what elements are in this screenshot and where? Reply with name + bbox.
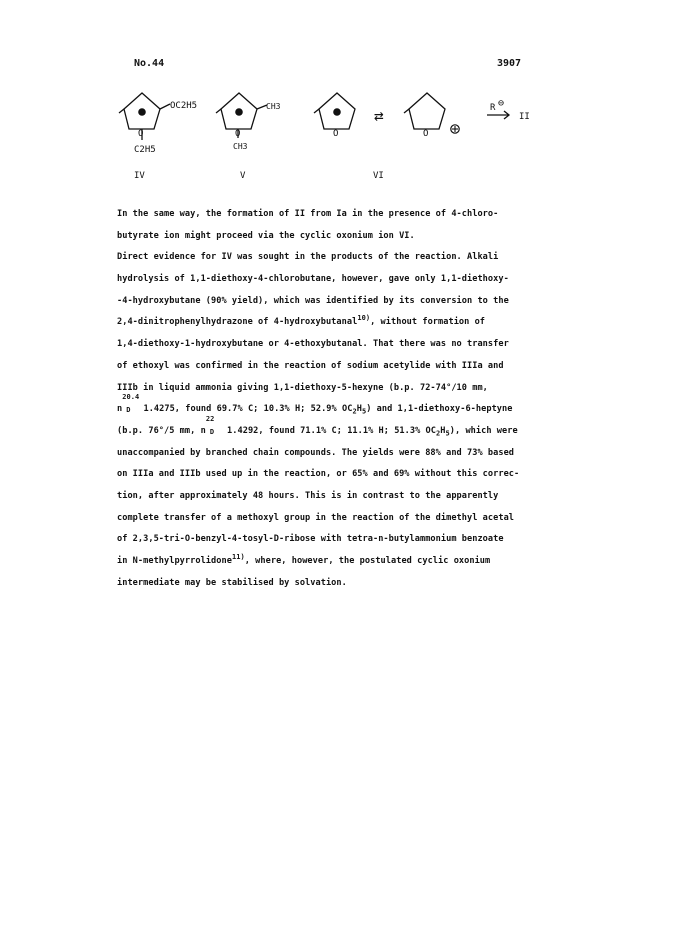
page-number: 3907 (497, 58, 522, 69)
text-line: tion, after approximately 48 hours. This is in contrast to the apparently (117, 490, 499, 501)
text-line: hydrolysis of 1,1-diethoxy-4-chlorobutane, however, gave only 1,1-diethoxy- (117, 274, 509, 285)
reaction-scheme-drawing (112, 88, 552, 188)
journal-number: No.44 (134, 58, 165, 69)
svg-text:O: O (333, 129, 339, 139)
text-line: In the same way, the formation of II from Ia in the presence of 4-chloro- (117, 209, 499, 219)
text-line: Direct evidence for IV was sought in the products of the reaction. Alkali (117, 252, 499, 263)
reagent-charge-icon: ⊖ (498, 98, 505, 109)
text-line: in N-methylpyrrolidone$^{11)}$, where, however, the postulated cyclic oxonium (117, 553, 491, 566)
v-charge-dot (235, 108, 243, 116)
svg-text:O: O (235, 129, 241, 139)
equilibrium-arrow-icon: ⇄ (374, 106, 384, 125)
reaction-scheme (112, 88, 552, 192)
text-line: -4-hydroxybutane (90% yield), which was identified by its conversion to the (117, 295, 509, 306)
svg-text:O: O (423, 129, 429, 139)
reagent-label: R (490, 103, 496, 113)
text-line: IIIb in liquid ammonia giving 1,1-diethoxy-5-hexyne (b.p. 72-74°/10 mm, (117, 382, 488, 393)
compound-label-vi: VI (373, 171, 384, 181)
body-text (117, 204, 567, 594)
text-line: 2,4-dinitrophenylhydrazone of 4-hydroxybutanal$^{10)}$, without formation of (117, 314, 486, 328)
citation-ref: 11) (231, 553, 245, 562)
product-label: II (519, 112, 530, 122)
compound-label-iv: IV (134, 171, 145, 181)
compound-label-v: V (240, 171, 246, 181)
refractive-index-scripts: 22 D (205, 414, 215, 436)
text-line: (b.p. 76°/5 mm, n 22 D 1.4292, found 71.1% C; 11.1% H; 51.3% $OC_2H_5$), which were (117, 414, 518, 438)
v-substituent-right: CH3 (266, 102, 281, 111)
text-line: 1,4-diethoxy-1-hydroxybutane or 4-ethoxybutanal. That there was no transfer (117, 339, 509, 350)
iv-charge-dot (138, 108, 146, 116)
text-line: unaccompanied by branched chain compounds. The yields were 88% and 73% based (117, 447, 515, 458)
svg-text:O: O (138, 129, 144, 139)
text-line: n 20.4 D 1.4275, found 69.7% C; 10.3% H; 52.9% $OC_2H_5$) and 1,1-diethoxy-6-heptyne (117, 393, 513, 416)
text-line: on IIIa and IIIb used up in the reaction, or 65% and 69% without this correc- (117, 469, 520, 480)
text-line: intermediate may be stabilised by solvation. (117, 577, 347, 588)
iv-substituent-right: OC2H5 (170, 101, 198, 111)
text-line: butyrate ion might proceed via the cyclic oxonium ion VI. (117, 230, 415, 241)
refractive-index-scripts: 20.4 D (122, 393, 140, 415)
citation-ref: 10) (357, 314, 371, 323)
vi-charge-dot (333, 108, 341, 116)
text-line: of ethoxyl was confirmed in the reaction of sodium acetylide with IIIa and (117, 360, 504, 371)
vi-ring-carbocation (409, 93, 445, 129)
text-line: complete transfer of a methoxyl group in the reaction of the dimethyl acetal (117, 512, 515, 523)
text-line: of 2,3,5-tri-O-benzyl-4-tosyl-D-ribose with tetra-n-butylammonium benzoate (117, 534, 504, 545)
v-substituent-bottom: CH3 (233, 142, 248, 151)
iv-substituent-bottom: C2H5 (134, 145, 156, 155)
